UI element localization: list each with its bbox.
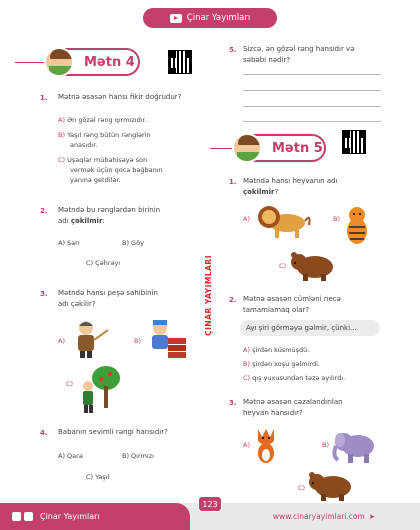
gardener-picture (76, 364, 124, 414)
sentence-box: Ayı şiri görməyə gəlmir, çünki... (240, 320, 380, 336)
option[interactable]: C) Çəhrayı (86, 259, 121, 267)
q1-options (58, 115, 198, 185)
teacher-picture (66, 318, 110, 358)
answer-line[interactable] (243, 74, 381, 75)
option-cont: vermək üçün qoca bağbanın (70, 166, 163, 174)
option-letter[interactable]: C) (279, 262, 287, 270)
vertical-logo-text: ÇINAR YAYIMLARI (203, 254, 213, 336)
lion-picture (255, 203, 311, 239)
answer-line[interactable] (243, 90, 381, 91)
question-number: 3. (229, 399, 237, 407)
question-text: Mətnə əsasən cümləni necə tamamlamaq olar? (243, 295, 341, 314)
mason-picture (144, 318, 188, 358)
option-letter[interactable]: B) (134, 337, 141, 345)
option-letter[interactable]: A) (243, 441, 250, 449)
option[interactable]: B) Yaşıl rəng bütün rənglərin (58, 131, 151, 139)
question-number: 2. (229, 296, 237, 304)
option[interactable]: A) Ən gözəl rəng qırmızıdır. (58, 116, 147, 124)
option-letter[interactable]: A) (58, 337, 65, 345)
question-text: Mətndə hansı heyvanın adı çəkilmir? (243, 177, 338, 196)
question-number: 3. (40, 290, 48, 298)
youtube-icon (170, 14, 182, 23)
question-text: Babanın sevimli rəngi hansıdır? (58, 428, 168, 436)
option-letter[interactable]: A) (243, 215, 250, 223)
website-link[interactable]: www.cinaryayimlari.com (272, 512, 365, 521)
answer-line[interactable] (243, 121, 381, 122)
elephant-picture (332, 428, 376, 464)
qr-code-icon (342, 130, 366, 154)
question-text: Mətndə hansı peşə sahibinin adı çəkilir? (58, 289, 158, 308)
divider (15, 62, 45, 63)
question-text: Mətnə əsasən cəzalandırılan heyvan hansıdır? (243, 398, 343, 417)
option-cont: anasıdır. (70, 141, 98, 149)
badge-label: Mətn 5 (272, 140, 323, 156)
question-number: 1. (40, 94, 48, 102)
reading-boy-avatar (44, 47, 74, 77)
option[interactable]: B) Göy (122, 239, 144, 247)
option-letter[interactable]: B) (322, 441, 329, 449)
bear-picture (307, 470, 355, 502)
option-letter[interactable]: B) (333, 215, 340, 223)
option[interactable]: C) Uşaqlar mübahisəyə son (58, 156, 148, 164)
cursor-icon: ➤ (368, 512, 376, 521)
question-text: Mətndə bu rənglərdən birinin adı çəkilmir: (58, 206, 161, 225)
footer-right (228, 503, 420, 530)
option-letter[interactable]: C) (298, 484, 306, 492)
question-number: 5. (229, 46, 237, 54)
fox-picture (252, 425, 282, 465)
option-cont: yanına getdilər. (70, 176, 121, 184)
page-number: 123 (198, 496, 222, 512)
qr-code-icon (168, 50, 192, 74)
option[interactable]: A) şirdən küsmüşdü. (243, 346, 310, 354)
badge-label: Mətn 4 (84, 54, 135, 70)
question-number: 1. (229, 178, 237, 186)
facebook-icon (12, 512, 21, 521)
tiger-picture (342, 205, 372, 245)
option-letter[interactable]: C) (66, 380, 74, 388)
header-pill (143, 8, 277, 28)
question-number: 2. (40, 207, 48, 215)
q2-options (243, 345, 393, 383)
question-text: Mətnə əsasən hansı fikir doğrudur? (58, 93, 182, 101)
answer-line[interactable] (243, 106, 381, 107)
bear-picture (289, 250, 337, 282)
option[interactable]: C) qış yuxusundan təzə ayılırdı. (243, 374, 346, 382)
option[interactable]: C) Yaşıl (86, 473, 110, 481)
footer-left (0, 503, 190, 530)
instagram-icon (24, 512, 33, 521)
option[interactable]: A) Sarı (58, 239, 80, 247)
reading-boy-avatar (232, 133, 262, 163)
header-title: Çinar Yayımları (186, 13, 251, 23)
option[interactable]: A) Qara (58, 452, 83, 460)
option[interactable]: B) şirdən xoşu gəlmirdi. (243, 360, 320, 368)
option[interactable]: B) Qırmızı (122, 452, 154, 460)
question-text: Sizcə, ən gözəl rəng hansıdır və səbəbi nədir? (243, 45, 355, 64)
footer-left-label: Çinar Yayımları (40, 512, 100, 521)
question-number: 4. (40, 429, 48, 437)
vertical-logo (196, 245, 220, 345)
